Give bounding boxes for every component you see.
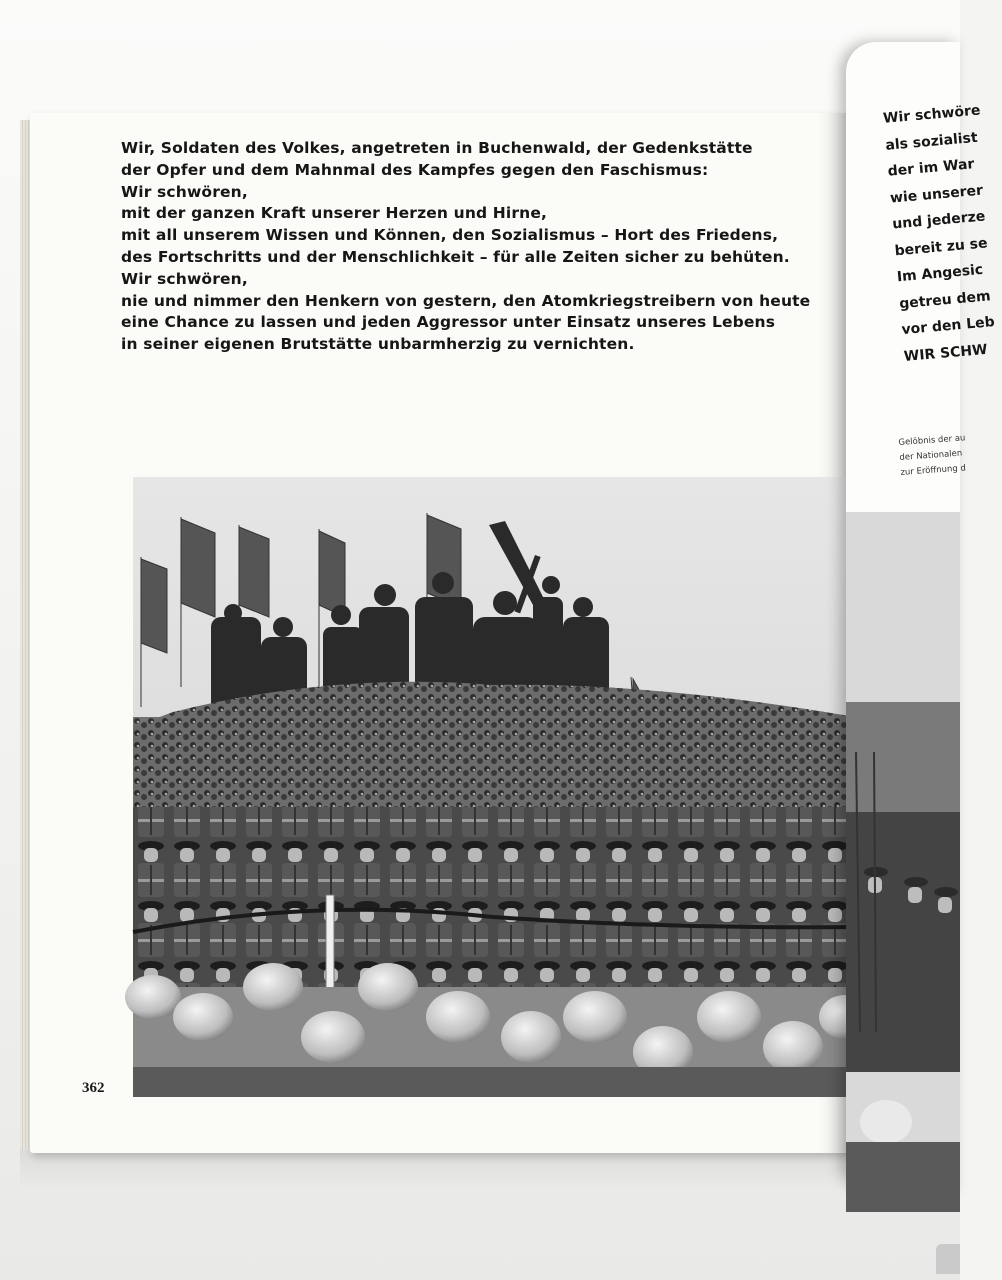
photo-caption bbox=[898, 430, 981, 480]
right-text-line: als sozialist bbox=[884, 129, 979, 154]
page-number: 362 bbox=[82, 1080, 105, 1096]
book-stand bbox=[936, 1244, 960, 1274]
right-text-line: bereit zu se bbox=[893, 234, 989, 259]
right-text-line: WIR SCHW bbox=[903, 341, 989, 365]
oath-line: in seiner eigenen Brutstätte unbarmherzig zu vernichten. bbox=[121, 335, 635, 354]
caption-line: Gelöbnis der au bbox=[898, 433, 966, 448]
oath-line: Wir schwören, bbox=[121, 269, 248, 288]
right-page-photograph bbox=[846, 512, 960, 1212]
right-text-line: vor den Leb bbox=[900, 314, 996, 339]
caption-line: zur Eröffnung d bbox=[900, 463, 967, 478]
oath-line: Wir schwören, bbox=[121, 182, 248, 201]
caption-line: der Nationalen bbox=[899, 448, 963, 463]
oath-line: mit der ganzen Kraft unserer Herzen und Hirne, bbox=[121, 204, 548, 223]
oath-line: der Opfer und dem Mahnmal des Kampfes gegen den Faschismus: bbox=[121, 160, 709, 179]
oath-line: eine Chance zu lassen und jeden Aggressor unter Einsatz unseres Lebens bbox=[121, 313, 776, 332]
right-text-line: Im Angesic bbox=[896, 261, 984, 286]
right-text-line: wie unserer bbox=[889, 182, 984, 207]
oath-line: nie und nimmer den Henkern von gestern, den Atomkriegstreibern von heute bbox=[121, 291, 811, 310]
oath-line: des Fortschritts und der Menschlichkeit – für alle Zeiten sicher zu behüten. bbox=[121, 247, 790, 266]
oath-line: mit all unserem Wissen und Können, den Sozialismus – Hort des Friedens, bbox=[121, 226, 779, 245]
right-page bbox=[846, 42, 996, 1192]
right-text-line: der im War bbox=[887, 156, 975, 180]
right-text-line: und jederze bbox=[891, 208, 986, 233]
oath-text bbox=[121, 138, 821, 356]
right-page-text bbox=[882, 98, 995, 370]
right-text-line: Wir schwöre bbox=[882, 102, 982, 127]
memorial-photograph bbox=[133, 477, 855, 1097]
right-text-line: getreu dem bbox=[898, 287, 992, 312]
oath-line: Wir, Soldaten des Volkes, angetreten in Buchenwald, der Gedenkstätte bbox=[121, 139, 753, 157]
